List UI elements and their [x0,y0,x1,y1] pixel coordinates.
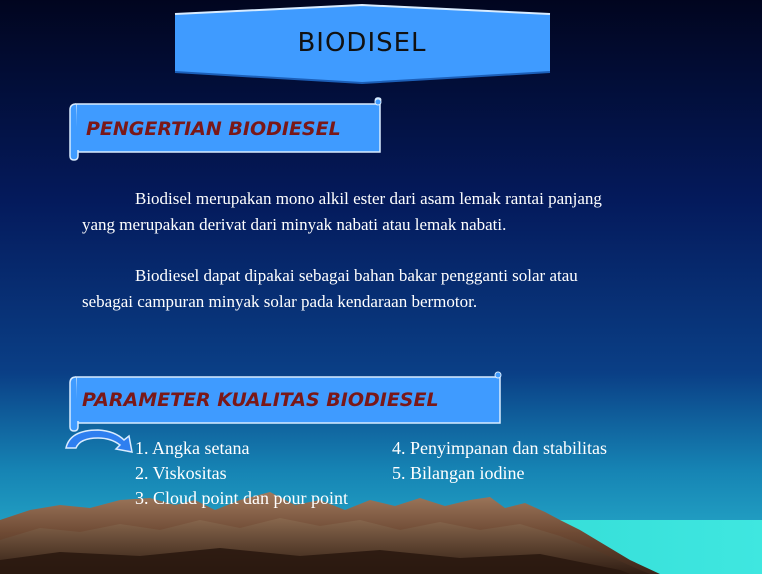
section-heading-parameters: PARAMETER KUALITAS BIODIESEL [82,389,439,411]
param-item: 3. Cloud point dan pour point [135,488,348,508]
page-title: BIODISEL [297,28,427,58]
param-item: 2. Viskositas [135,463,227,483]
param-item: 1. Angka setana [135,438,250,458]
section-heading-definition: PENGERTIAN BIODIESEL [86,118,341,140]
definition-paragraph-2: Biodiesel dapat dipakai sebagai bahan bakar pengganti solar atau sebagai campuran minyak solar pada kendaraan bermotor. [82,266,578,311]
param-item: 5. Bilangan iodine [392,463,525,483]
param-item: 4. Penyimpanan dan stabilitas [392,438,607,458]
definition-paragraph-1: Biodisel merupakan mono alkil ester dari asam lemak rantai panjang yang merupakan derivat dari minyak nabati atau lemak nabati. [82,189,602,234]
